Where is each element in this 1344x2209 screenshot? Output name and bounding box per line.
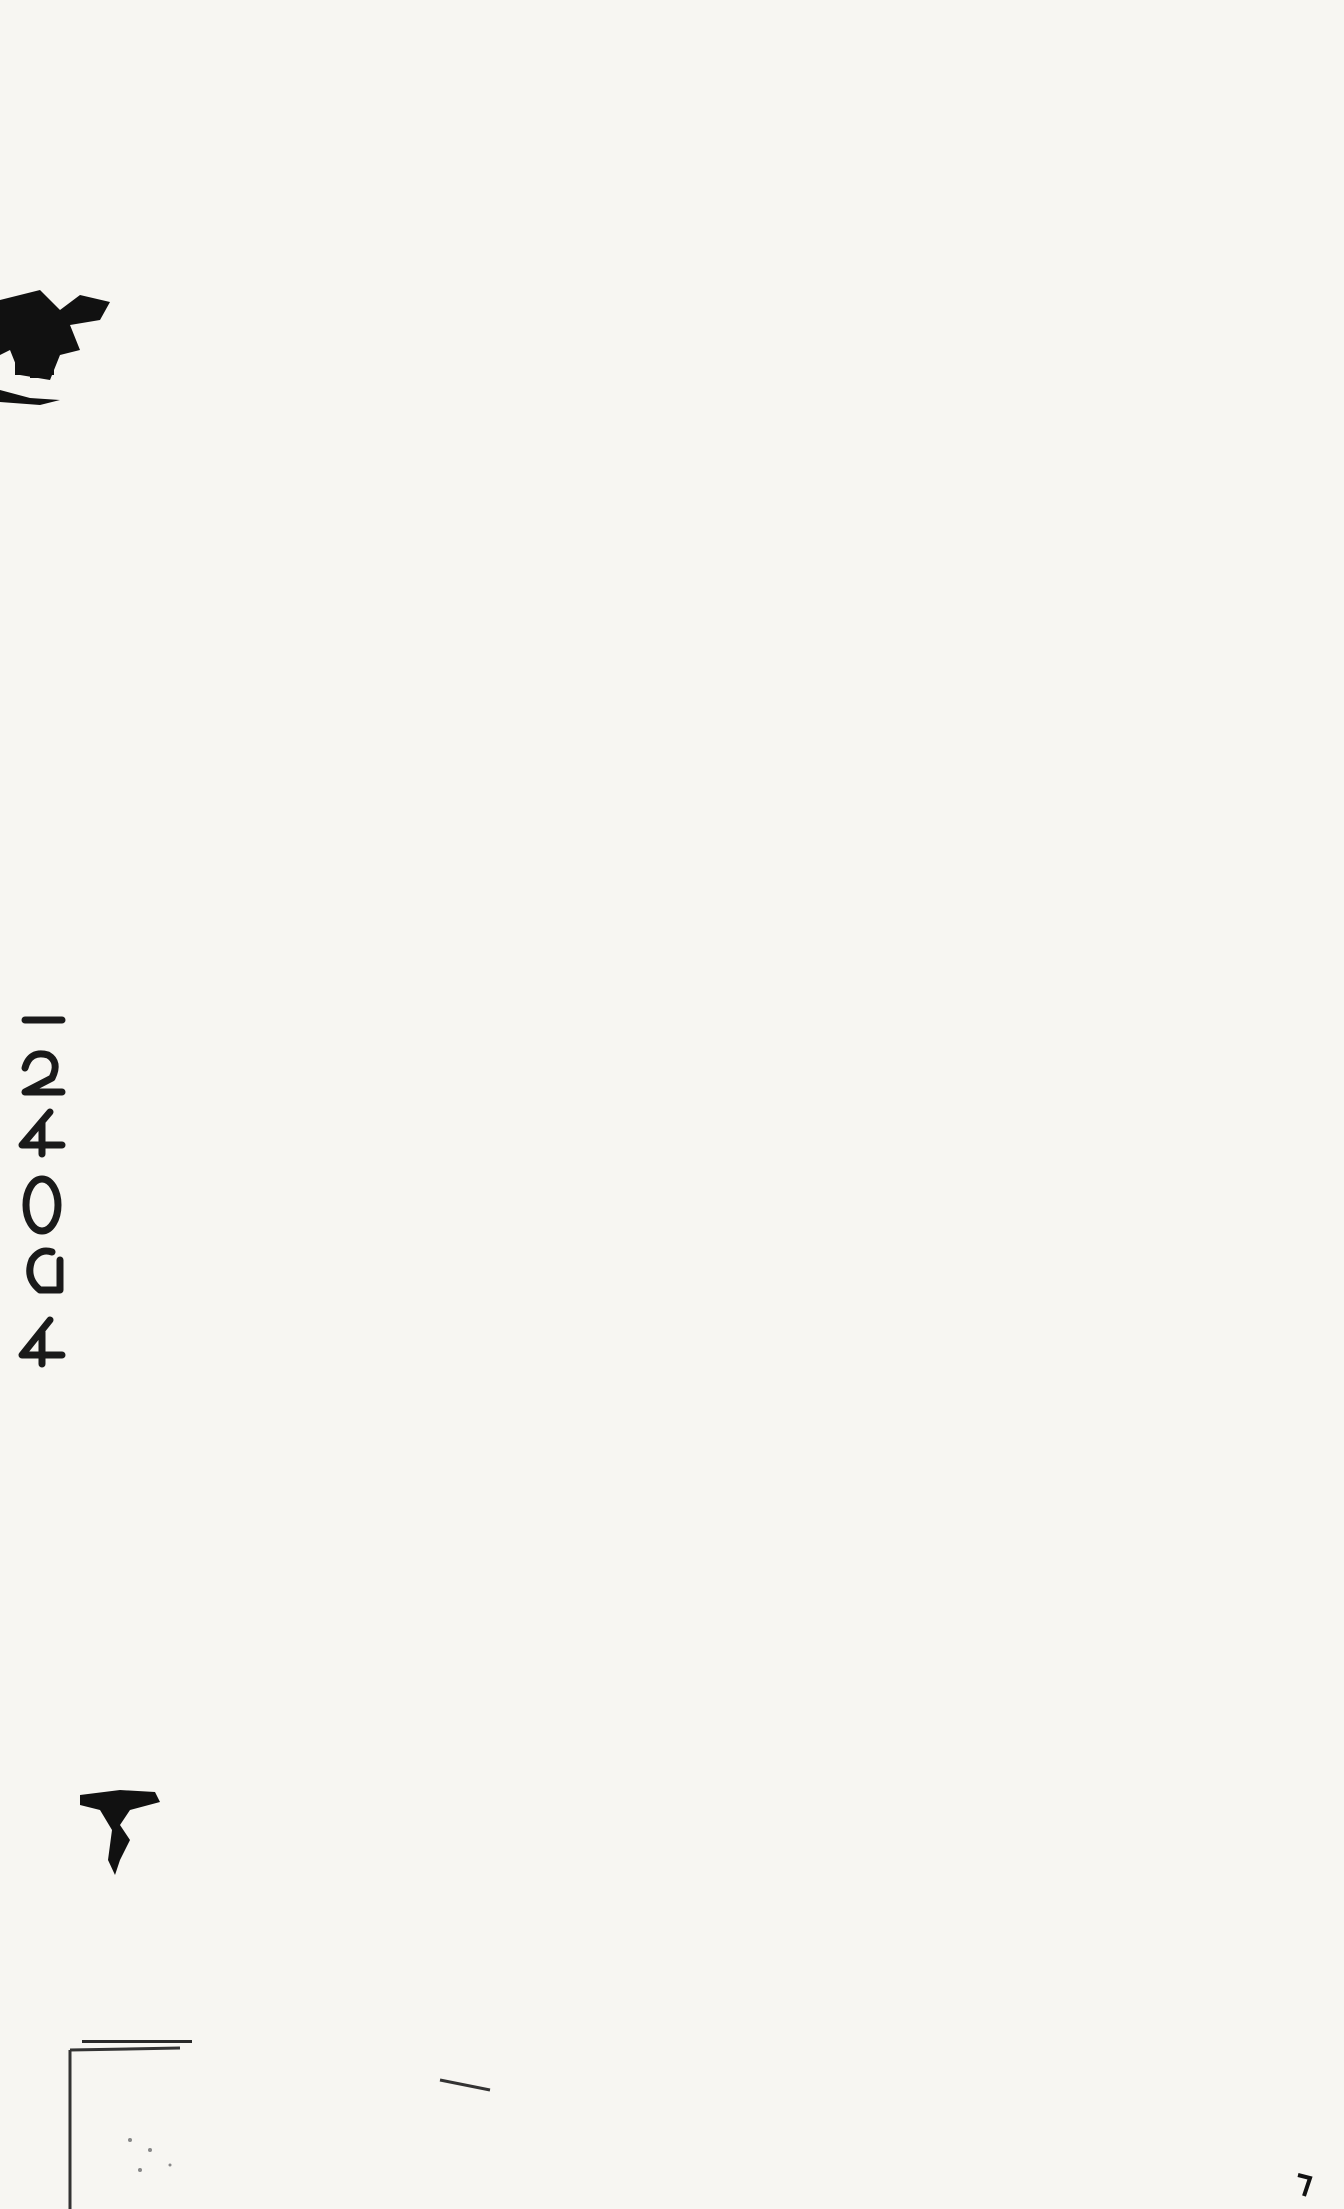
corner-scan-mark <box>60 2040 500 2209</box>
printer-signature <box>88 2000 100 2030</box>
margin-blot-top-left <box>0 280 140 430</box>
corner-ink-mark <box>1290 2170 1320 2200</box>
margin-blot-heading <box>60 1770 180 1880</box>
library-stamp-mark <box>0 960 80 1380</box>
